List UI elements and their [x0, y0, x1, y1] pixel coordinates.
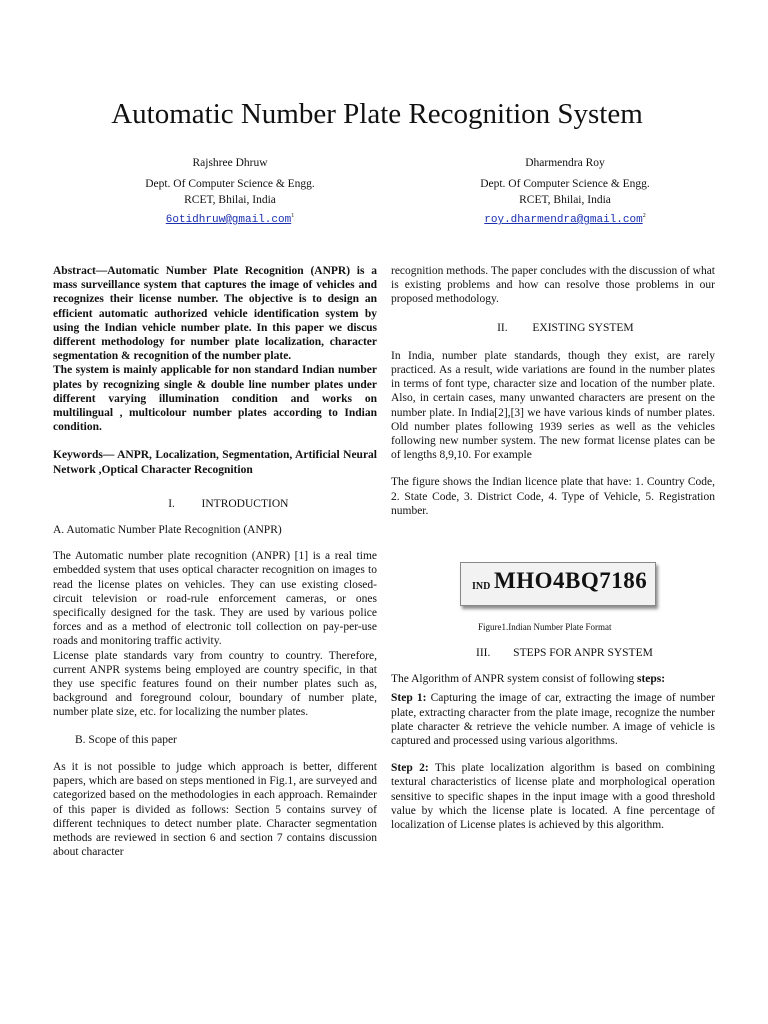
author-sup: 2 — [642, 213, 646, 219]
algo-intro: The Algorithm of ANPR system consist of following — [391, 673, 637, 686]
body-paragraph: As it is not possible to judge which approach is better, different papers, which are based on steps mentioned in Fig.1, are surveyed and categorized based on the methodologies in each approach. Remainder of this paper is divided as follows: Section 5 contains survey of different techniques to detect number plate. Character segmentation methods are reviewed in section 6 and section 7 contains discussion about character — [53, 760, 377, 859]
subsection-heading: A. Automatic Number Plate Recognition (ANPR) — [53, 524, 282, 537]
section-number: II. — [497, 321, 508, 334]
section-title: EXISTING SYSTEM — [532, 321, 634, 334]
keywords: Keywords— ANPR, Localization, Segmentation, Artificial Neural Network ,Optical Character Recognition — [53, 449, 377, 476]
step-label: Step 1: — [391, 692, 427, 705]
step-text: This plate localization algorithm is based on combining textural characteristics of license plate and morphological operation sensitive to specific shapes in the input image with a good threshold value by which the license plate is located. A fine percentage of localization of License plates is achieved by this algorithm. — [391, 762, 715, 832]
abstract-paragraph: Abstract—Automatic Number Plate Recognition (ANPR) is a mass surveillance system that captures the image of vehicles and recognizes their license number. The objective is to design an efficient automatic authorized vehicle identification system by using the Indian vehicle number plate. In this paper we discus different methodology for number plate localization, character segmentation & recognition of the number plate. — [53, 265, 377, 363]
author-sup: 1 — [291, 213, 295, 219]
author-dept: Dept. Of Computer Science & Engg. — [145, 178, 315, 190]
author-2 — [440, 155, 690, 228]
author-1 — [105, 155, 355, 228]
plate-country-code: IND — [472, 581, 491, 592]
body-paragraph: The Automatic number plate recognition (ANPR) [1] is a real time embedded system that uses optical character recognition on images to read the license plates on vehicles. They can use existing closed-circuit television or road-rule enforcement cameras, or ones specifically designed for the task. They are used by various police forces and as a method of electronic toll collection on pay-per-use roads and monitoring traffic activity. — [53, 550, 377, 648]
section-title: STEPS FOR ANPR SYSTEM — [513, 647, 653, 659]
step-paragraph — [391, 761, 715, 832]
left-column — [53, 264, 377, 859]
author-institution: RCET, Bhilai, India — [184, 194, 276, 206]
body-paragraph: In India, number plate standards, though they exist, are rarely practiced. As a result, wide variations are found in the number plates in terms of font type, character size and location of the number plate. Also, in certain cases, many unwanted characters are present on the number plate. In India[2],[3] we have various kinds of number plates. Old number plates following 1939 series as well as the vehicles following new number system. The new format license plates can be of lengths 8,9,10. For example — [391, 349, 715, 462]
body-paragraph: The figure shows the Indian licence plate that have: 1. Country Code, 2. State Code, 3. District Code, 4. Type of Vehicle, 5. Registration number. — [391, 476, 715, 517]
step-label: Step 2: — [391, 762, 429, 775]
author-dept: Dept. Of Computer Science & Engg. — [480, 178, 650, 190]
step-text: Capturing the image of car, extracting the image of number plate, extracting character from the plate image, recognize the number plate character & retrieve the vehicle number. A image of vehicle is captured and processed using various algorithms. — [391, 692, 715, 748]
subsection-heading: B. Scope of this paper — [75, 733, 177, 746]
figure-caption: Figure1.Indian Number Plate Format — [478, 622, 612, 632]
author-name: Dharmendra Roy — [525, 157, 605, 169]
body-paragraph — [391, 672, 715, 686]
right-column — [391, 264, 715, 518]
paper-title: Automatic Number Plate Recognition System — [111, 98, 643, 130]
section-heading — [53, 497, 377, 511]
section-heading — [391, 646, 715, 660]
section-heading — [391, 321, 715, 335]
author-institution: RCET, Bhilai, India — [519, 194, 611, 206]
section-number: III. — [475, 647, 491, 659]
body-paragraph: recognition methods. The paper concludes with the discussion of what is existing problems and how can resolve those problems in our proposed methodology. — [391, 265, 715, 306]
section-title: INTRODUCTION — [201, 497, 289, 510]
step-paragraph — [391, 691, 715, 748]
right-column-lower — [391, 646, 715, 832]
number-plate-figure — [460, 562, 656, 606]
section-number: I. — [168, 497, 175, 510]
author-name: Rajshree Dhruw — [192, 157, 268, 169]
algo-intro-bold: steps: — [636, 673, 666, 686]
author-email-link[interactable]: 6otidhruw@gmail.com — [165, 213, 292, 226]
author-email-link[interactable]: roy.dharmendra@gmail.com — [484, 213, 643, 226]
plate-number: MHO4BQ7186 — [494, 568, 648, 593]
abstract-paragraph: The system is mainly applicable for non standard Indian number plates by recognizing single & double line number plates under different varying illumination condition and works on multilingual , multicolour number plates according to Indian condition. — [53, 364, 377, 434]
body-paragraph: License plate standards vary from country to country. Therefore, current ANPR systems being employed are country specific, in that they use specific features found on their number plates such as, background and foreground colour, boundary of number plate, number plate size, etc. for localizing the number plates. — [53, 649, 377, 719]
